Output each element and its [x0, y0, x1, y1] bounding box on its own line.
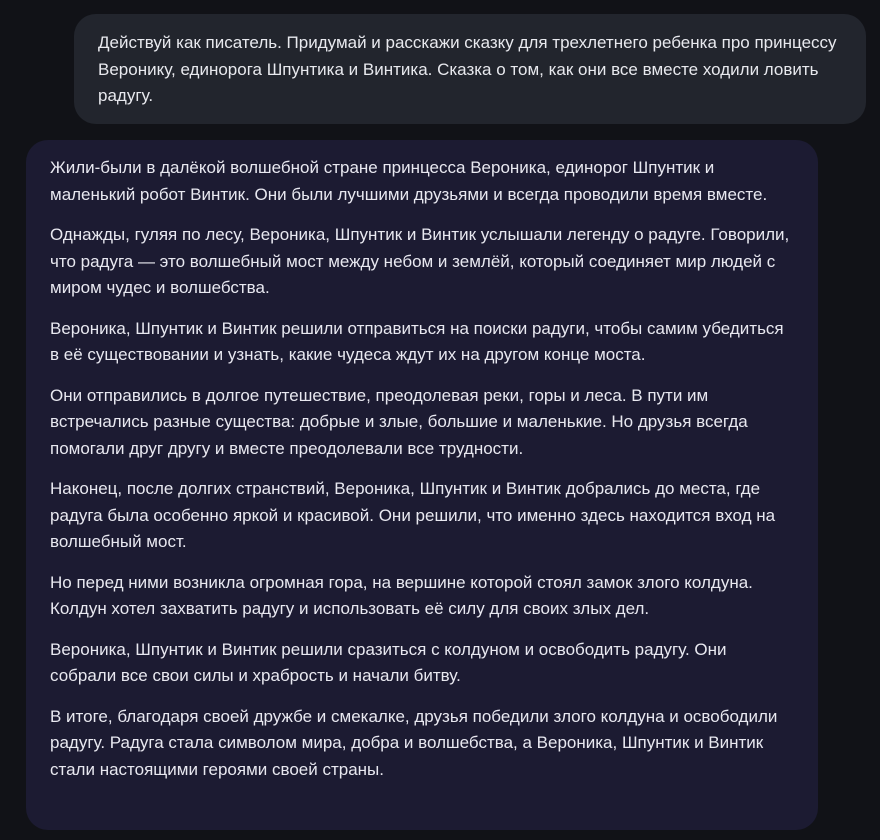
assistant-paragraph: Жили-были в далёкой волшебной стране принцесса Вероника, единорог Шпунтик и маленький робот Винтик. Они были лучшими друзьями и всегда проводили время вместе. [50, 158, 768, 204]
assistant-paragraph: Однажды, гуляя по лесу, Вероника, Шпунтик и Винтик услышали легенду о радуге. Говорили, что радуга — это волшебный мост между небом и землёй, который соединяет мир людей с миром чудес и волшебства. [50, 225, 790, 297]
assistant-paragraph: Но перед ними возникла огромная гора, на вершине которой стоял замок злого колдуна. Колдун хотел захватить радугу и использовать её силу для своих злых дел. [50, 572, 753, 618]
assistant-paragraph: Они отправились в долгое путешествие, преодолевая реки, горы и леса. В пути им встречались разные существа: добрые и злые, большие и маленькие. Но друзья всегда помогали друг другу и вместе преодолевали все трудности. [50, 385, 748, 458]
assistant-paragraph: Вероника, Шпунтик и Винтик решили отправиться на поиски радуги, чтобы самим убедиться в её существовании и узнать, какие чудеса ждут их на другом конце моста. [50, 318, 784, 364]
assistant-paragraph: Наконец, после долгих странствий, Вероника, Шпунтик и Винтик добрались до места, где радуга была особенно яркой и красивой. Они решили, что именно здесь находится вход на волшебный мост. [50, 479, 776, 551]
user-message-bubble [74, 14, 866, 124]
assistant-paragraph: В итоге, благодаря своей дружбе и смекалке, друзья победили злого колдуна и освободили радугу. Радуга стала символом мира, добра и волшебства, а Вероника, Шпунтик и Винтик стали настоящими героями своей страны. [50, 706, 778, 779]
assistant-paragraph: Вероника, Шпунтик и Винтик решили сразиться с колдуном и освободить радугу. Они собрали все свои силы и храбрость и начали битву. [50, 639, 727, 685]
assistant-message-bubble [26, 140, 818, 830]
user-message-text: Действуй как писатель. Придумай и расскажи сказку для трехлетнего ребенка про принцессу Веронику, единорога Шпунтика и Винтика. Сказка о том, как они все вместе ходили ловить радугу. [98, 33, 837, 105]
